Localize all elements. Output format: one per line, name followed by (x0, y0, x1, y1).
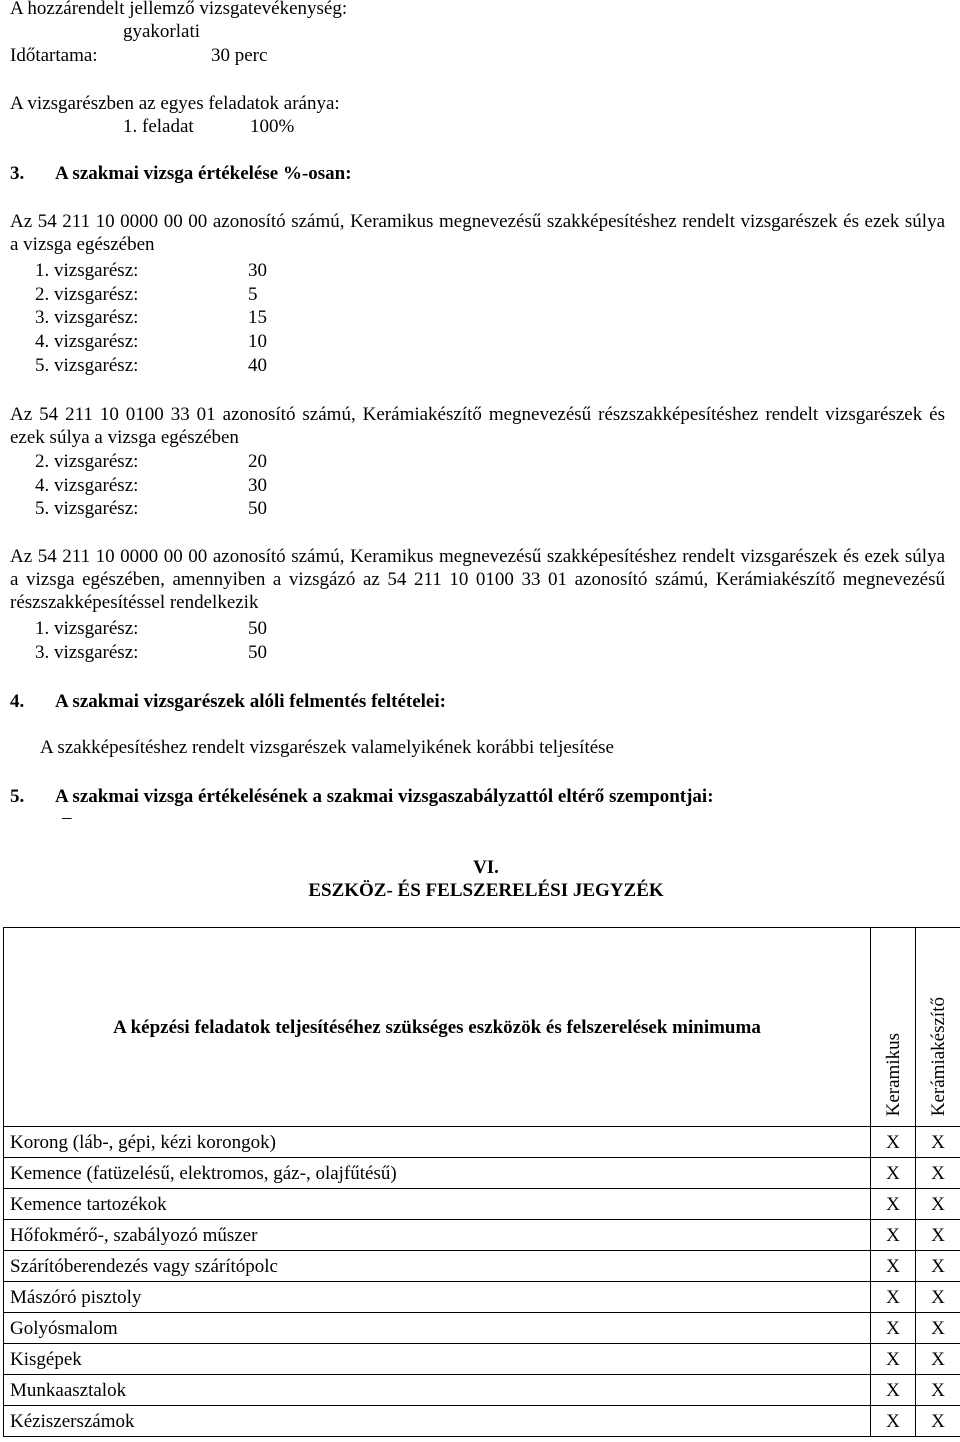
table-row (4, 1375, 960, 1406)
equipment-item: Szárítóberendezés vagy szárítópolc (4, 1251, 871, 1282)
block3-item-value: 50 (248, 642, 267, 663)
table-header-keramikus (871, 928, 916, 1127)
table-row (4, 1313, 960, 1344)
duration-value: 30 perc (211, 45, 268, 66)
keramikus-mark: X (871, 1189, 916, 1220)
duration-label: Időtartama: (10, 45, 98, 66)
keramikus-mark: X (871, 1344, 916, 1375)
equipment-table (3, 927, 960, 1437)
block1-item-label: 2. vizsgarész: (35, 284, 139, 305)
table-row (4, 1158, 960, 1189)
block3-item-label: 1. vizsgarész: (35, 618, 139, 639)
task-label: 1. feladat (123, 116, 194, 137)
equipment-item: Kemence tartozékok (4, 1189, 871, 1220)
block1-item-label: 1. vizsgarész: (35, 260, 139, 281)
col-keramiakeszito-label: Kerámiakészítő (927, 996, 949, 1116)
task-ratio-heading: A vizsgarészben az egyes feladatok aránya: (10, 93, 340, 114)
table-header-keramiakeszito (916, 928, 960, 1127)
keramikus-mark: X (871, 1282, 916, 1313)
equipment-item: Munkaasztalok (4, 1375, 871, 1406)
table-row (4, 1344, 960, 1375)
table-row (4, 1127, 960, 1158)
col-keramikus-label: Keramikus (882, 1032, 904, 1116)
section5-body: – (62, 807, 72, 828)
table-row (4, 1220, 960, 1251)
block2-item-label: 2. vizsgarész: (35, 451, 139, 472)
keramikus-mark: X (871, 1220, 916, 1251)
block2-item-label: 4. vizsgarész: (35, 475, 139, 496)
keramiakeszito-mark: X (916, 1158, 960, 1189)
assigned-activity-label: A hozzárendelt jellemző vizsgatevékenység: (10, 0, 348, 19)
equipment-item: Mászóró pisztoly (4, 1282, 871, 1313)
block2-item-value: 50 (248, 498, 267, 519)
block1-text: Az 54 211 10 0000 00 00 azonosító számú, Keramikus megnevezésű szakképesítéshez rendelt vizsgarészek és ezek súlya a vizsga egészében (10, 211, 945, 255)
table-row (4, 1189, 960, 1220)
block2-item-label: 5. vizsgarész: (35, 498, 139, 519)
table-row (4, 1406, 960, 1437)
block2-item-value: 20 (248, 451, 267, 472)
equipment-item: Kéziszerszámok (4, 1406, 871, 1437)
block1-item-value: 10 (248, 331, 267, 352)
block1-item-value: 15 (248, 307, 267, 328)
equipment-item: Golyósmalom (4, 1313, 871, 1344)
block3-text: Az 54 211 10 0000 00 00 azonosító számú, Keramikus megnevezésű szakképesítéshez rendelt vizsgarészek és ezek súlya a vizsga egészében, amennyiben a vizsgázó az 54 211 10 0100 33 01 azonosító számú, Kerámiakészítő megnevezésű részszakképesítéssel rendelkezik (10, 546, 945, 613)
equipment-item: Kemence (fatüzelésű, elektromos, gáz-, olajfűtésű) (4, 1158, 871, 1189)
block1-item-label: 4. vizsgarész: (35, 331, 139, 352)
keramiakeszito-mark: X (916, 1189, 960, 1220)
block1-item-value: 5 (248, 284, 258, 305)
task-value: 100% (250, 116, 295, 137)
assigned-activity-type: gyakorlati (123, 21, 201, 42)
block1-item-label: 5. vizsgarész: (35, 355, 139, 376)
keramiakeszito-mark: X (916, 1406, 960, 1437)
block3-item-value: 50 (248, 618, 267, 639)
chapter-number: VI. (473, 857, 499, 878)
table-header-row (4, 928, 960, 1127)
keramiakeszito-mark: X (916, 1220, 960, 1251)
equipment-item: Hőfokmérő-, szabályozó műszer (4, 1220, 871, 1251)
section3-title: A szakmai vizsga értékelése %-osan: (55, 163, 352, 184)
equipment-item: Kisgépek (4, 1344, 871, 1375)
keramiakeszito-mark: X (916, 1375, 960, 1406)
keramikus-mark: X (871, 1251, 916, 1282)
keramiakeszito-mark: X (916, 1313, 960, 1344)
keramikus-mark: X (871, 1406, 916, 1437)
keramiakeszito-mark: X (916, 1282, 960, 1313)
block2-text: Az 54 211 10 0100 33 01 azonosító számú, Kerámiakészítő megnevezésű részszakképesítéshez rendelt vizsgarészek és ezek súlya a vizsga egészében (10, 404, 945, 448)
table-row (4, 1282, 960, 1313)
section4-body: A szakképesítéshez rendelt vizsgarészek valamelyikének korábbi teljesítése (40, 737, 614, 758)
keramikus-mark: X (871, 1313, 916, 1344)
section5-number: 5. (10, 786, 25, 807)
block2-item-value: 30 (248, 475, 267, 496)
keramiakeszito-mark: X (916, 1127, 960, 1158)
equipment-item: Korong (láb-, gépi, kézi korongok) (4, 1127, 871, 1158)
block3-item-label: 3. vizsgarész: (35, 642, 139, 663)
block1-item-label: 3. vizsgarész: (35, 307, 139, 328)
section5-title: A szakmai vizsga értékelésének a szakmai vizsgaszabályzattól eltérő szempontjai: (55, 786, 714, 807)
keramikus-mark: X (871, 1127, 916, 1158)
keramikus-mark: X (871, 1375, 916, 1406)
section3-number: 3. (10, 163, 25, 184)
section4-title: A szakmai vizsgarészek alóli felmentés feltételei: (55, 691, 446, 712)
chapter-title: ESZKÖZ- ÉS FELSZERELÉSI JEGYZÉK (308, 880, 664, 901)
table-row (4, 1251, 960, 1282)
block1-item-value: 40 (248, 355, 267, 376)
keramiakeszito-mark: X (916, 1251, 960, 1282)
table-header-main: A képzési feladatok teljesítéséhez szükséges eszközök és felszerelések minimuma (4, 928, 871, 1127)
section4-number: 4. (10, 691, 25, 712)
keramikus-mark: X (871, 1158, 916, 1189)
keramiakeszito-mark: X (916, 1344, 960, 1375)
block1-item-value: 30 (248, 260, 267, 281)
